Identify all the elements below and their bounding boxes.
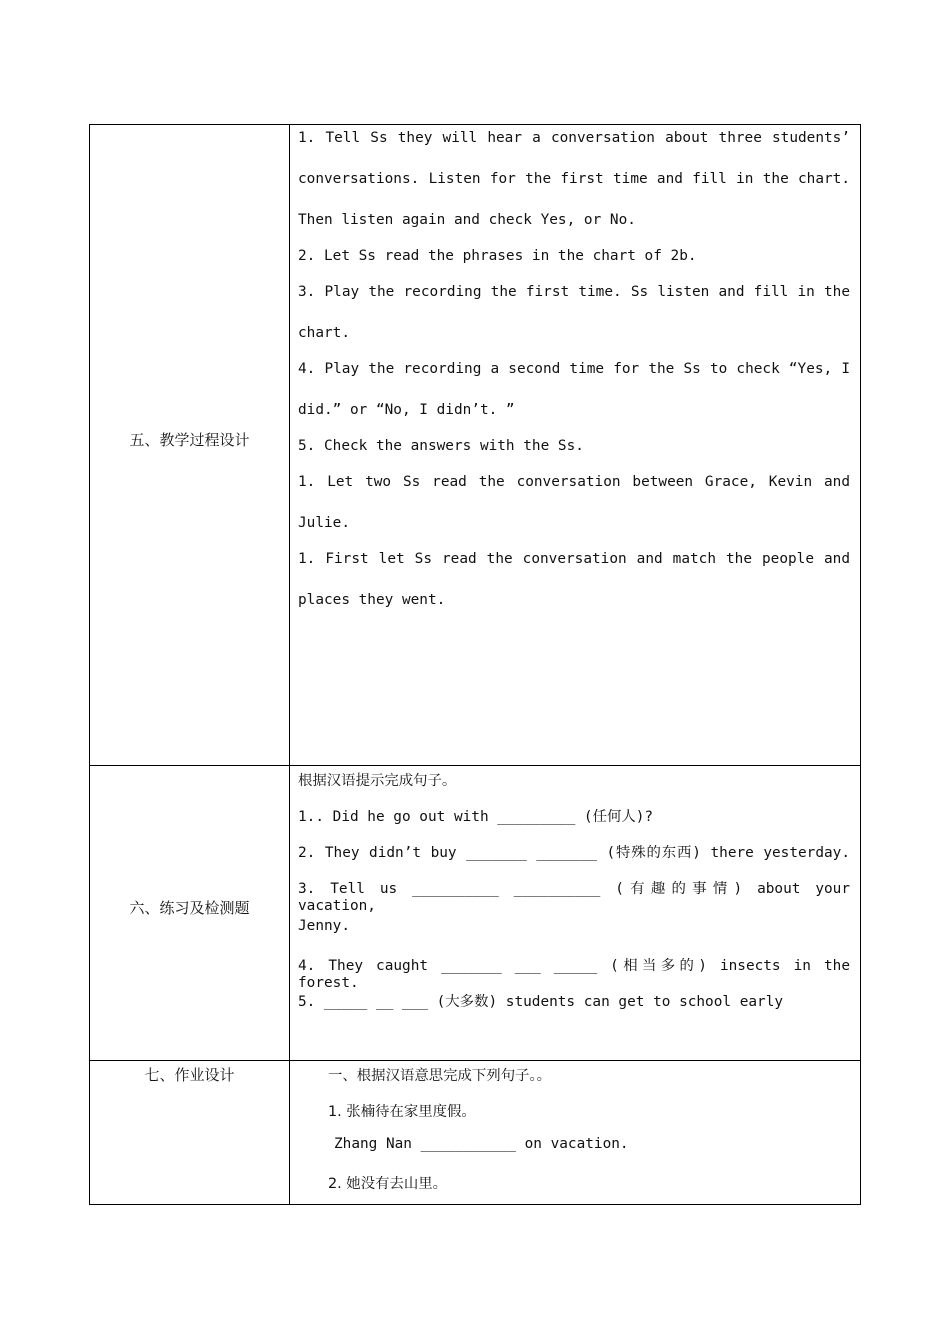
text-line: 1. Tell Ss they will hear a conversation about three students’ — [298, 130, 850, 146]
column-divider — [289, 125, 290, 1204]
section-label-teaching-process: 五、教学过程设计 — [129, 431, 250, 449]
text-line: did.” or “No, I didn’t. ” — [298, 402, 515, 418]
section-label-homework: 七、作业设计 — [144, 1066, 235, 1084]
text-line: 1. Let two Ss read the conversation between Grace, Kevin and — [298, 474, 850, 490]
text-line: Julie. — [298, 515, 350, 531]
text-line: 3. Play the recording the first time. Ss listen and fill in the — [298, 284, 850, 300]
text-line: 5. Check the answers with the Ss. — [298, 438, 584, 454]
text-line: 根据汉语提示完成句子。 — [298, 773, 457, 789]
text-line: Zhang Nan ___________ on vacation. — [334, 1136, 629, 1152]
text-line: 一、根据汉语意思完成下列句子。。 — [328, 1068, 552, 1084]
text-line: places they went. — [298, 592, 446, 608]
text-line: 4. Play the recording a second time for the Ss to check “Yes, I — [298, 361, 850, 377]
text-line: 1. 张楠待在家里度假。 — [328, 1104, 476, 1120]
text-line: chart. — [298, 325, 350, 341]
text-line: Then listen again and check Yes, or No. — [298, 212, 636, 228]
text-line: 2. Let Ss read the phrases in the chart of 2b. — [298, 248, 697, 264]
section-label-exercises: 六、练习及检测题 — [129, 899, 250, 917]
row-divider-2 — [90, 1060, 860, 1061]
text-line: 1. First let Ss read the conversation and match the people and — [298, 551, 850, 567]
text-line: conversations. Listen for the first time and fill in the chart. — [298, 171, 850, 187]
text-line: 3. Tell us __________ __________ (有趣的事情) about your vacation, — [298, 881, 850, 914]
text-line: 2. They didn’t buy _______ _______ (特殊的东西) there yesterday. — [298, 845, 850, 861]
text-line: 5. _____ __ ___ (大多数) students can get to school early — [298, 994, 784, 1010]
lesson-plan-table — [89, 124, 861, 1205]
text-line: Jenny. — [298, 918, 350, 934]
text-line: 2. 她没有去山里。 — [328, 1176, 448, 1192]
row-divider-1 — [90, 765, 860, 766]
text-line: 1.. Did he go out with _________ (任何人)? — [298, 809, 654, 825]
text-line: 4. They caught _______ ___ _____ (相当多的) insects in the forest. — [298, 958, 850, 991]
